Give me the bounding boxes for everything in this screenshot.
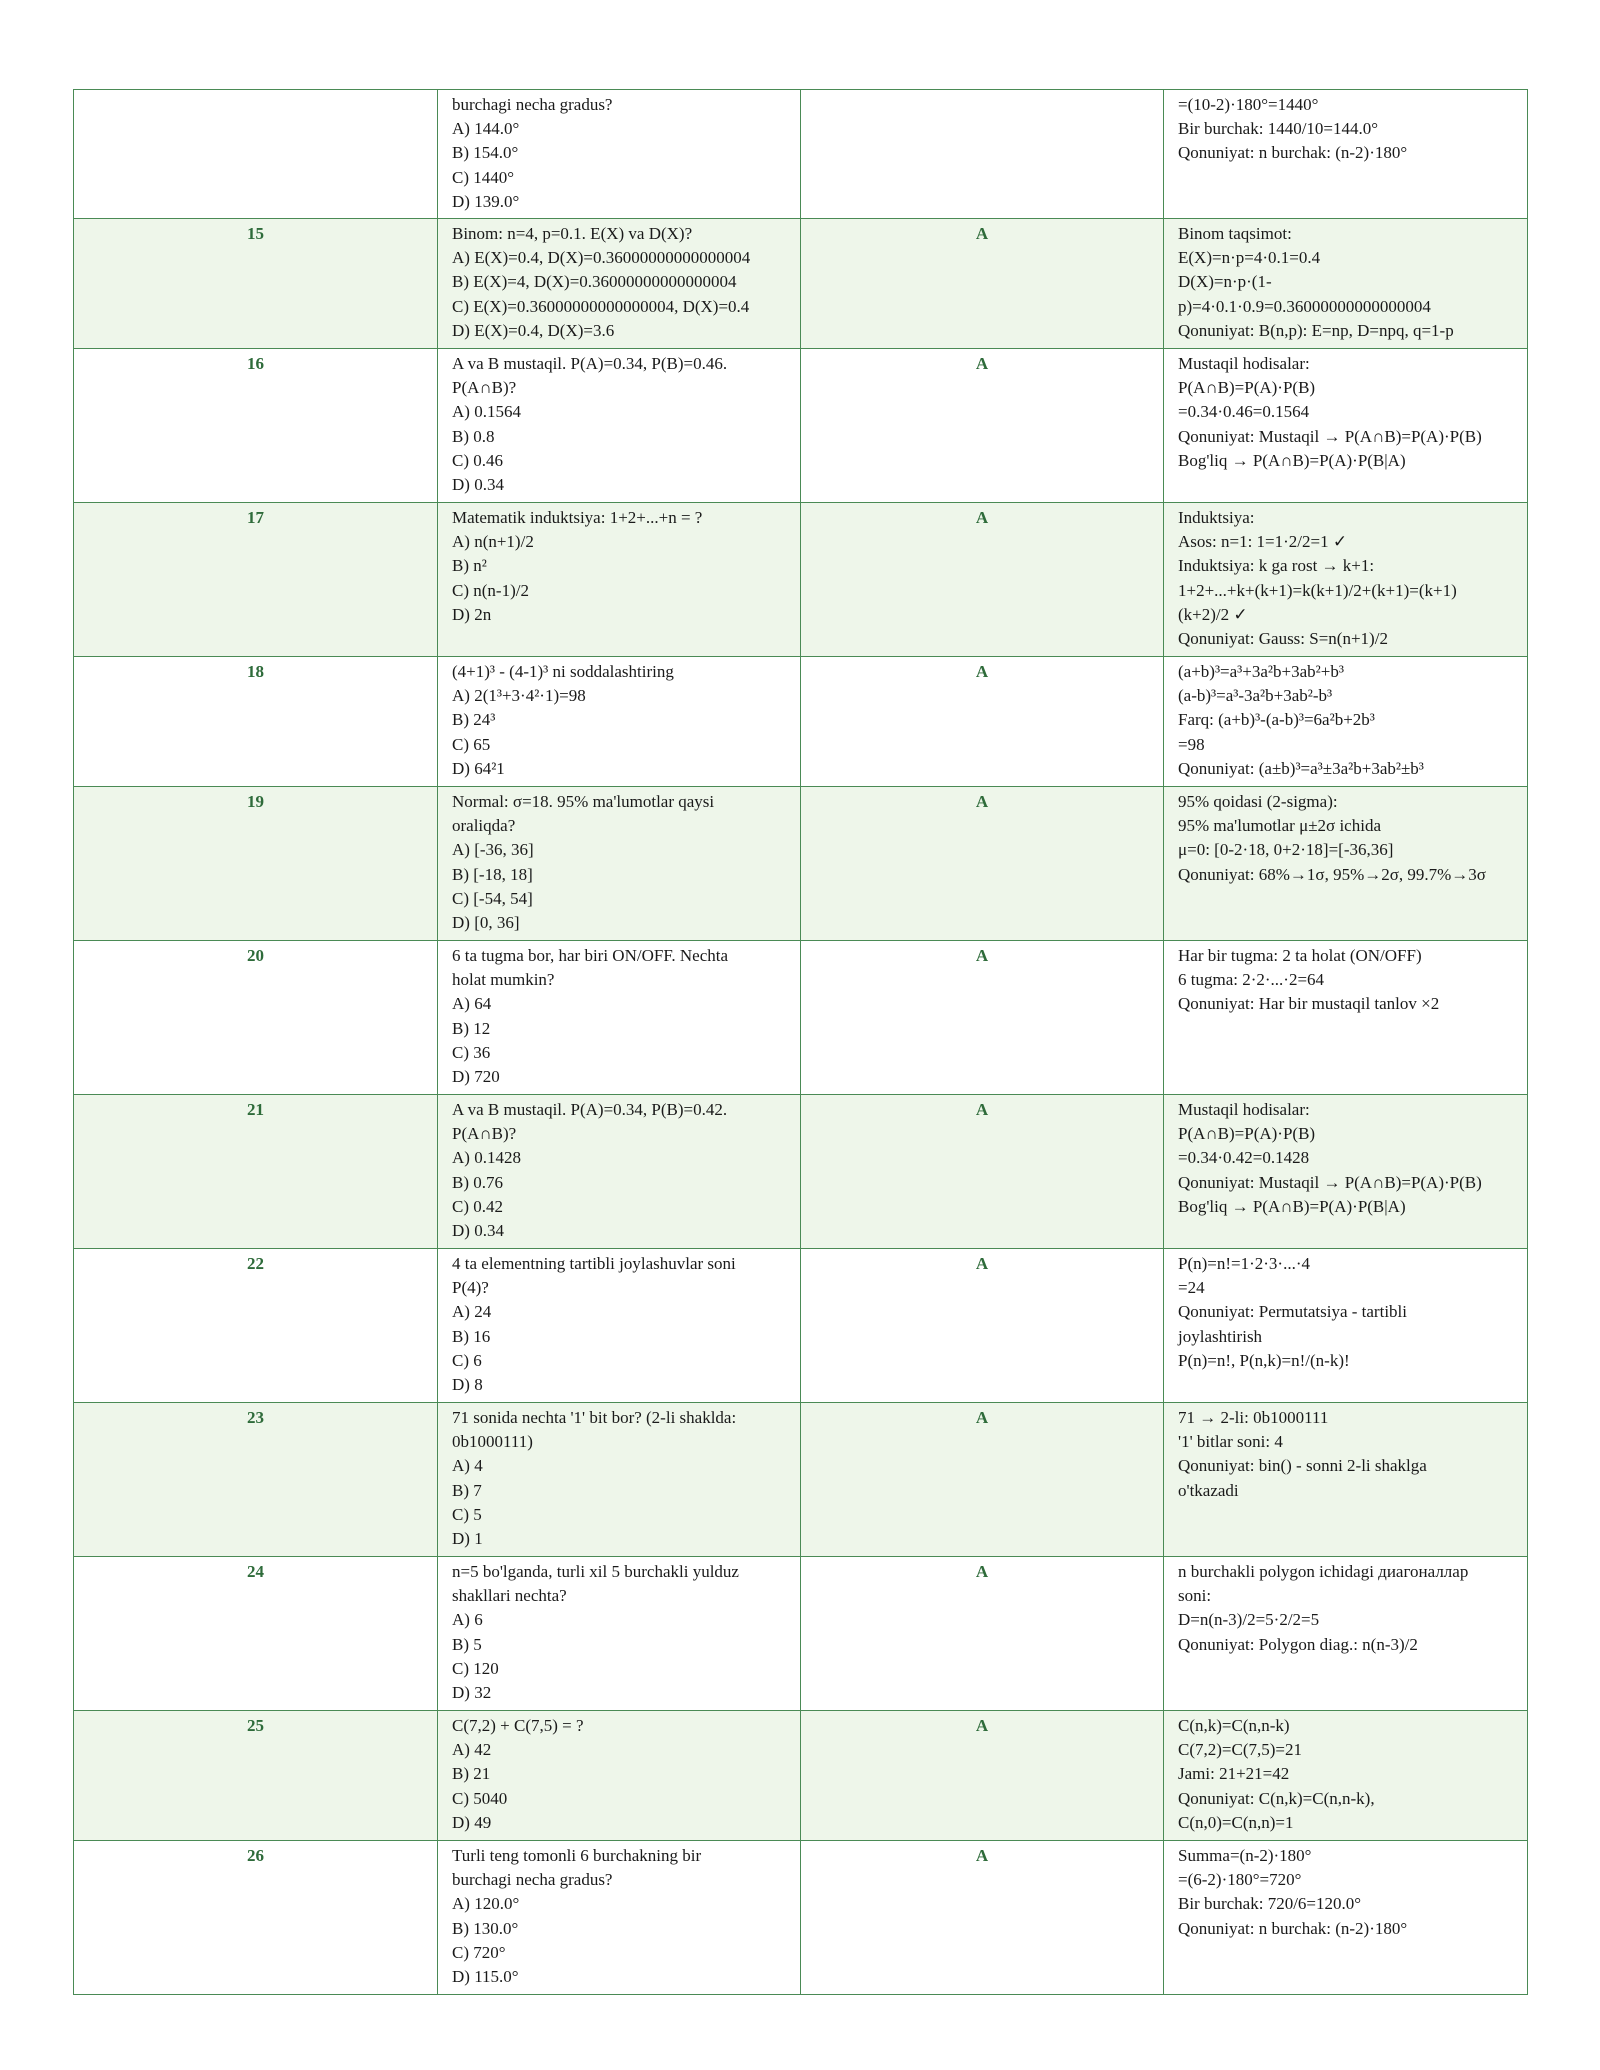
option-line: D) 49: [452, 1812, 492, 1832]
explanation-line: Qonuniyat: C(n,k)=C(n,n-k),: [1178, 1788, 1375, 1808]
explanation-line: (a-b)³=a³-3a²b+3ab²-b³: [1178, 686, 1333, 706]
answer-letter: A: [801, 1711, 1164, 1841]
explanation-cell: [1164, 1711, 1528, 1841]
option-line: D) 32: [452, 1683, 492, 1703]
explanation-line: Farq: (a+b)³-(a-b)³=6a²b+2b³: [1178, 710, 1375, 730]
question-number: 17: [74, 503, 438, 657]
option-line: C) 720°: [452, 1942, 506, 1962]
table-row: [74, 219, 1528, 349]
table-row: [74, 941, 1528, 1095]
answer-letter: A: [801, 941, 1164, 1095]
question-number: 19: [74, 787, 438, 941]
question-cell: [438, 349, 801, 503]
option-line: D) 0.34: [452, 475, 504, 495]
question-number: 16: [74, 349, 438, 503]
question-cell: [438, 1095, 801, 1249]
question-cell: [438, 1841, 801, 1995]
explanation-line: 71 → 2-li: 0b1000111: [1178, 1408, 1329, 1428]
option-line: burchagi necha gradus?: [452, 1870, 613, 1890]
option-line: C) 6: [452, 1350, 482, 1370]
option-line: D) [0, 36]: [452, 913, 520, 933]
answer-letter: A: [801, 219, 1164, 349]
question-number: 21: [74, 1095, 438, 1249]
option-line: A) [-36, 36]: [452, 840, 534, 860]
question-number: 22: [74, 1249, 438, 1403]
table-row: [74, 1841, 1528, 1995]
question-text: Matematik induktsiya: 1+2+...+n = ?: [452, 508, 703, 528]
explanation-cell: [1164, 1403, 1528, 1557]
explanation-line: '1' bitlar soni: 4: [1178, 1432, 1283, 1452]
option-line: C) n(n-1)/2: [452, 580, 529, 600]
explanation-line: o'tkazadi: [1178, 1480, 1239, 1500]
answer-letter: A: [801, 349, 1164, 503]
table-row: [74, 1249, 1528, 1403]
explanation-cell: [1164, 941, 1528, 1095]
option-line: A) n(n+1)/2: [452, 532, 534, 552]
option-line: A) 0.1564: [452, 402, 521, 422]
explanation-cell: [1164, 1841, 1528, 1995]
explanation-line: Induktsiya: k ga rost → k+1:: [1178, 556, 1375, 576]
option-line: 0b1000111): [452, 1432, 533, 1452]
option-line: C) [-54, 54]: [452, 888, 533, 908]
question-text: C(7,2) + C(7,5) = ?: [452, 1716, 584, 1736]
option-line: A) 2(1³+3·4²·1)=98: [452, 686, 586, 706]
question-text: n=5 bo'lganda, turli xil 5 burchakli yulduz: [452, 1562, 739, 1582]
explanation-cell: [1164, 787, 1528, 941]
explanation-line: Induktsiya:: [1178, 508, 1255, 528]
explanation-line: =(10-2)·180°=1440°: [1178, 95, 1319, 114]
option-line: A) 4: [452, 1456, 483, 1476]
question-text: A va B mustaqil. P(A)=0.34, P(B)=0.42.: [452, 1100, 728, 1120]
option-line: A) 144.0°: [452, 119, 520, 139]
explanation-line: Qonuniyat: B(n,p): E=np, D=npq, q=1-p: [1178, 320, 1454, 340]
option-line: B) E(X)=4, D(X)=0.36000000000000004: [452, 272, 737, 292]
explanation-cell: [1164, 657, 1528, 787]
explanation-line: Bir burchak: 720/6=120.0°: [1178, 1894, 1362, 1914]
option-line: holat mumkin?: [452, 970, 555, 990]
option-line: B) 130.0°: [452, 1918, 519, 1938]
answer-letter: A: [801, 1095, 1164, 1249]
option-line: D) 1: [452, 1529, 483, 1549]
option-line: D) 8: [452, 1375, 483, 1395]
option-line: A) 0.1428: [452, 1148, 521, 1168]
explanation-line: n burchakli polygon ichidagi диагоналлар: [1178, 1562, 1469, 1582]
question-number: [74, 90, 438, 219]
explanation-line: 1+2+...+k+(k+1)=k(k+1)/2+(k+1)=(k+1): [1178, 580, 1457, 600]
table-row: [74, 1403, 1528, 1557]
explanation-line: Qonuniyat: Mustaqil → P(A∩B)=P(A)·P(B): [1178, 426, 1482, 446]
explanation-line: Qonuniyat: n burchak: (n-2)·180°: [1178, 1918, 1408, 1938]
option-line: C) 0.46: [452, 450, 503, 470]
option-line: A) 42: [452, 1740, 492, 1760]
option-line: C) 0.42: [452, 1196, 503, 1216]
explanation-line: Qonuniyat: Polygon diag.: n(n-3)/2: [1178, 1634, 1418, 1654]
question-text: 71 sonida nechta '1' bit bor? (2-li shaklda:: [452, 1408, 737, 1428]
option-line: C) E(X)=0.36000000000000004, D(X)=0.4: [452, 296, 750, 316]
question-text: burchagi necha gradus?: [452, 95, 613, 114]
explanation-line: Qonuniyat: Permutatsiya - tartibli: [1178, 1302, 1407, 1322]
option-line: B) 21: [452, 1764, 491, 1784]
explanation-line: Asos: n=1: 1=1·2/2=1 ✓: [1178, 532, 1348, 552]
option-line: C) 5040: [452, 1788, 508, 1808]
option-line: B) 5: [452, 1634, 482, 1654]
explanation-line: Bir burchak: 1440/10=144.0°: [1178, 119, 1379, 139]
explanation-line: 95% ma'lumotlar μ±2σ ichida: [1178, 816, 1381, 836]
option-line: A) 64: [452, 994, 492, 1014]
question-number: 15: [74, 219, 438, 349]
option-line: oraliqda?: [452, 816, 516, 836]
explanation-cell: [1164, 1557, 1528, 1711]
question-text: A va B mustaqil. P(A)=0.34, P(B)=0.46.: [452, 354, 728, 374]
explanation-cell: [1164, 503, 1528, 657]
explanation-line: C(7,2)=C(7,5)=21: [1178, 1740, 1302, 1760]
explanation-line: Mustaqil hodisalar:: [1178, 1100, 1310, 1120]
explanation-line: Bog'liq → P(A∩B)=P(A)·P(B|A): [1178, 450, 1406, 470]
explanation-line: =0.34·0.46=0.1564: [1178, 402, 1310, 422]
explanation-cell: [1164, 90, 1528, 219]
explanation-line: μ=0: [0-2·18, 0+2·18]=[-36,36]: [1178, 840, 1394, 860]
explanation-cell: [1164, 1249, 1528, 1403]
table-row: [74, 787, 1528, 941]
question-number: 20: [74, 941, 438, 1095]
option-line: B) 16: [452, 1326, 491, 1346]
explanation-line: C(n,k)=C(n,n-k): [1178, 1716, 1290, 1736]
explanation-cell: [1164, 349, 1528, 503]
explanation-line: D(X)=n·p·(1-: [1178, 272, 1272, 292]
question-table-body: [74, 90, 1528, 1995]
explanation-line: =(6-2)·180°=720°: [1178, 1870, 1302, 1890]
answer-letter: A: [801, 657, 1164, 787]
question-cell: [438, 941, 801, 1095]
question-cell: [438, 657, 801, 787]
question-text: 6 ta tugma bor, har biri ON/OFF. Nechta: [452, 946, 729, 966]
option-line: B) n²: [452, 556, 487, 576]
option-line: C) 1440°: [452, 167, 515, 187]
answer-letter: [801, 90, 1164, 219]
question-number: 23: [74, 1403, 438, 1557]
option-line: C) 5: [452, 1504, 482, 1524]
answer-letter: A: [801, 1403, 1164, 1557]
explanation-line: Mustaqil hodisalar:: [1178, 354, 1310, 374]
option-line: D) E(X)=0.4, D(X)=3.6: [452, 320, 615, 340]
question-cell: [438, 1403, 801, 1557]
option-line: P(A∩B)?: [452, 378, 517, 398]
option-line: B) 24³: [452, 710, 496, 730]
option-line: C) 120: [452, 1658, 499, 1678]
question-cell: [438, 1249, 801, 1403]
table-row: [74, 349, 1528, 503]
option-line: B) 0.76: [452, 1172, 503, 1192]
question-text: Normal: σ=18. 95% ma'lumotlar qaysi: [452, 792, 715, 812]
option-line: B) [-18, 18]: [452, 864, 533, 884]
question-text: (4+1)³ - (4-1)³ ni soddalashtiring: [452, 662, 674, 682]
explanation-line: =0.34·0.42=0.1428: [1178, 1148, 1310, 1168]
option-line: P(4)?: [452, 1278, 489, 1298]
option-line: B) 154.0°: [452, 143, 519, 163]
option-line: B) 0.8: [452, 426, 495, 446]
explanation-line: P(n)=n!, P(n,k)=n!/(n-k)!: [1178, 1350, 1350, 1370]
question-text: Turli teng tomonli 6 burchakning bir: [452, 1846, 702, 1866]
question-number: 26: [74, 1841, 438, 1995]
explanation-line: Summa=(n-2)·180°: [1178, 1846, 1312, 1866]
option-line: A) 24: [452, 1302, 492, 1322]
answer-letter: A: [801, 1557, 1164, 1711]
explanation-line: joylashtirish: [1178, 1326, 1263, 1346]
explanation-line: Qonuniyat: Har bir mustaqil tanlov ×2: [1178, 994, 1440, 1014]
option-line: D) 0.34: [452, 1221, 504, 1241]
option-line: A) 6: [452, 1610, 483, 1630]
answer-letter: A: [801, 503, 1164, 657]
explanation-line: (k+2)/2 ✓: [1178, 604, 1248, 624]
option-line: D) 720: [452, 1067, 500, 1087]
option-line: A) 120.0°: [452, 1894, 520, 1914]
explanation-line: (a+b)³=a³+3a²b+3ab²+b³: [1178, 662, 1344, 682]
question-number: 25: [74, 1711, 438, 1841]
option-line: A) E(X)=0.4, D(X)=0.36000000000000004: [452, 248, 751, 268]
question-cell: [438, 787, 801, 941]
explanation-line: =98: [1178, 734, 1205, 754]
table-row: [74, 1711, 1528, 1841]
option-line: B) 7: [452, 1480, 482, 1500]
explanation-line: E(X)=n·p=4·0.1=0.4: [1178, 248, 1321, 268]
answer-letter: A: [801, 1841, 1164, 1995]
question-text: 4 ta elementning tartibli joylashuvlar soni: [452, 1254, 736, 1274]
explanation-cell: [1164, 219, 1528, 349]
option-line: D) 139.0°: [452, 191, 520, 211]
question-text: Binom: n=4, p=0.1. E(X) va D(X)?: [452, 224, 693, 244]
explanation-line: P(A∩B)=P(A)·P(B): [1178, 1124, 1316, 1144]
table-row: [74, 90, 1528, 219]
answer-letter: A: [801, 787, 1164, 941]
option-line: P(A∩B)?: [452, 1124, 517, 1144]
question-number: 24: [74, 1557, 438, 1711]
explanation-line: Jami: 21+21=42: [1178, 1764, 1290, 1784]
question-table: [73, 89, 1528, 1995]
option-line: C) 36: [452, 1042, 491, 1062]
explanation-line: Qonuniyat: Gauss: S=n(n+1)/2: [1178, 629, 1388, 649]
explanation-line: Qonuniyat: (a±b)³=a³±3a²b+3ab²±b³: [1178, 758, 1424, 778]
option-line: B) 12: [452, 1018, 491, 1038]
question-cell: [438, 1711, 801, 1841]
explanation-line: Qonuniyat: bin() - sonni 2-li shaklga: [1178, 1456, 1427, 1476]
option-line: D) 2n: [452, 604, 492, 624]
table-row: [74, 1095, 1528, 1249]
explanation-line: Qonuniyat: 68%→1σ, 95%→2σ, 99.7%→3σ: [1178, 864, 1486, 884]
explanation-line: soni:: [1178, 1586, 1212, 1606]
table-row: [74, 503, 1528, 657]
explanation-line: Bog'liq → P(A∩B)=P(A)·P(B|A): [1178, 1196, 1406, 1216]
option-line: shakllari nechta?: [452, 1586, 567, 1606]
explanation-line: Har bir tugma: 2 ta holat (ON/OFF): [1178, 946, 1422, 966]
explanation-cell: [1164, 1095, 1528, 1249]
explanation-line: 95% qoidasi (2-sigma):: [1178, 792, 1338, 812]
question-cell: [438, 1557, 801, 1711]
explanation-line: p)=4·0.1·0.9=0.36000000000000004: [1178, 296, 1431, 316]
question-number: 18: [74, 657, 438, 787]
option-line: D) 115.0°: [452, 1967, 519, 1987]
option-line: D) 64²1: [452, 758, 505, 778]
option-line: C) 65: [452, 734, 491, 754]
question-cell: [438, 503, 801, 657]
explanation-line: D=n(n-3)/2=5·2/2=5: [1178, 1610, 1320, 1630]
explanation-line: Qonuniyat: Mustaqil → P(A∩B)=P(A)·P(B): [1178, 1172, 1482, 1192]
table-row: [74, 1557, 1528, 1711]
explanation-line: C(n,0)=C(n,n)=1: [1178, 1812, 1294, 1832]
explanation-line: =24: [1178, 1278, 1205, 1298]
explanation-line: P(n)=n!=1·2·3·...·4: [1178, 1254, 1311, 1274]
question-cell: [438, 219, 801, 349]
table-row: [74, 657, 1528, 787]
explanation-line: 6 tugma: 2·2·...·2=64: [1178, 970, 1325, 990]
answer-letter: A: [801, 1249, 1164, 1403]
explanation-line: P(A∩B)=P(A)·P(B): [1178, 378, 1316, 398]
explanation-line: Qonuniyat: n burchak: (n-2)·180°: [1178, 143, 1408, 163]
question-cell: [438, 90, 801, 219]
explanation-line: Binom taqsimot:: [1178, 224, 1292, 244]
